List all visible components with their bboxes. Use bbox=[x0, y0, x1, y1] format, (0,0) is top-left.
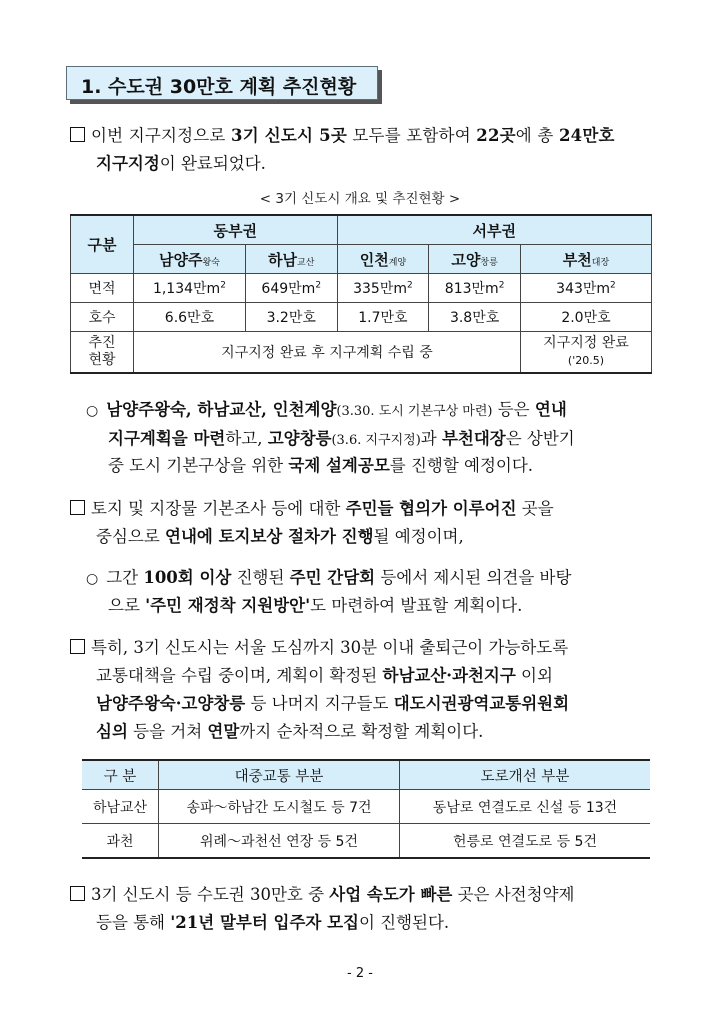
table1-row-label: 추진 현황 bbox=[71, 332, 134, 374]
table2-cell: 과천 bbox=[82, 824, 159, 859]
table1-cell: 343만$m^2$ bbox=[520, 274, 651, 303]
para3-line3: 남양주왕숙·고양창릉 등 나머지 지구들도 대도시권광역교통위원회 bbox=[96, 694, 570, 713]
table1-cell: 6.6만호 bbox=[134, 303, 246, 332]
bullet2-line1: ○ 그간 100회 이상 진행된 주민 간담회 등에서 제시된 의견을 바탕 bbox=[86, 567, 571, 590]
table-row bbox=[82, 790, 650, 824]
table2-cell: 동남로 연결도로 신설 등 13건 bbox=[400, 790, 651, 824]
para3-line2: 교통대책을 수립 중이며, 계획이 확정된 하남교산·과천지구 이외 bbox=[96, 666, 553, 685]
circle-bullet-icon: ○ bbox=[86, 571, 99, 587]
para4-line1: 3기 신도시 등 수도권 30만호 중 사업 속도가 빠른 곳은 사전청약제 bbox=[70, 884, 574, 906]
table2-cell: 송파～하남간 도시철도 등 7건 bbox=[159, 790, 400, 824]
table1-east-header: 동부권 bbox=[134, 215, 338, 245]
table1-city-header: 하남교산 bbox=[245, 245, 337, 274]
table1-progress-cell: 지구지정 완료 후 지구계획 수립 중 bbox=[134, 332, 521, 374]
table1-row-label: 면적 bbox=[71, 274, 134, 303]
circle-bullet-icon: ○ bbox=[86, 403, 99, 419]
table1-cell: 1.7만호 bbox=[337, 303, 429, 332]
table1-cell: 2.0만호 bbox=[520, 303, 651, 332]
para3-line1: 특히, 3기 신도시는 서울 도심까지 30분 이내 출퇴근이 가능하도록 bbox=[70, 637, 568, 659]
table1-cell: 1,134만$m^2$ bbox=[134, 274, 246, 303]
table1-city-header: 인천계양 bbox=[337, 245, 429, 274]
table1-city-header: 남양주왕숙 bbox=[134, 245, 246, 274]
para1-line2: 지구지정이 완료되었다. bbox=[96, 154, 266, 173]
table2-cell: 위례～과천선 연장 등 5건 bbox=[159, 824, 400, 859]
bullet1-line1: ○ 남양주왕숙, 하남교산, 인천계양(3.30. 도시 기본구상 마련) 등은 연내 bbox=[86, 399, 567, 423]
table1-progress-cell: 지구지정 완료 ('20.5) bbox=[520, 332, 651, 374]
table2-header: 대중교통 부분 bbox=[159, 760, 400, 790]
para2-line2: 중심으로 연내에 토지보상 절차가 진행될 예정이며, bbox=[96, 527, 464, 546]
bullet2-line2: 으로 '주민 재정착 지원방안'도 마련하여 발표할 계획이다. bbox=[108, 596, 523, 615]
table1-city-header: 부천대장 bbox=[520, 245, 651, 274]
section-heading bbox=[66, 66, 378, 100]
checkbox-square-icon bbox=[70, 886, 85, 901]
table1-cell: 3.2만호 bbox=[245, 303, 337, 332]
table1-cell: 3.8만호 bbox=[429, 303, 521, 332]
traffic-measures-table bbox=[82, 759, 650, 859]
table2-cell: 하남교산 bbox=[82, 790, 159, 824]
para4-line2: 등을 통해 '21년 말부터 입주자 모집이 진행된다. bbox=[96, 913, 450, 932]
section-heading-text: 1. 수도권 30만호 계획 추진현황 bbox=[81, 76, 357, 98]
para2-line1: 토지 및 지장물 기본조사 등에 대한 주민들 협의가 이루어진 곳을 bbox=[70, 498, 554, 520]
new-town-overview-table bbox=[70, 214, 652, 374]
table1-city-header: 고양창릉 bbox=[429, 245, 521, 274]
table-row bbox=[82, 824, 650, 859]
checkbox-square-icon bbox=[70, 500, 85, 515]
table1-cell: 813만$m^2$ bbox=[429, 274, 521, 303]
table1-cell: 335만$m^2$ bbox=[337, 274, 429, 303]
table1-caption: < 3기 신도시 개요 및 추진현황 > bbox=[259, 191, 461, 207]
para3-line4: 심의 등을 거쳐 연말까지 순차적으로 확정할 계획이다. bbox=[96, 722, 484, 741]
table1-west-header: 서부권 bbox=[337, 215, 651, 245]
bullet1-line2: 지구계획을 마련하고, 고양창릉(3.6. 지구지정)과 부천대장은 상반기 bbox=[108, 429, 575, 448]
checkbox-square-icon bbox=[70, 639, 85, 654]
table2-header: 구 분 bbox=[82, 760, 159, 790]
table1-row-label: 호수 bbox=[71, 303, 134, 332]
table2-cell: 헌릉로 연결도로 등 5건 bbox=[400, 824, 651, 859]
para1-line1: 이번 지구지정으로 3기 신도시 5곳 모두를 포함하여 22곳에 총 24만호 bbox=[70, 125, 615, 147]
checkbox-square-icon bbox=[70, 127, 85, 142]
page-number: - 2 - bbox=[347, 966, 373, 981]
table2-header: 도로개선 부분 bbox=[400, 760, 651, 790]
bullet1-line3: 중 도시 기본구상을 위한 국제 설계공모를 진행할 예정이다. bbox=[108, 456, 534, 475]
table1-cell: 649만$m^2$ bbox=[245, 274, 337, 303]
table1-gubun-header: 구분 bbox=[71, 215, 134, 274]
